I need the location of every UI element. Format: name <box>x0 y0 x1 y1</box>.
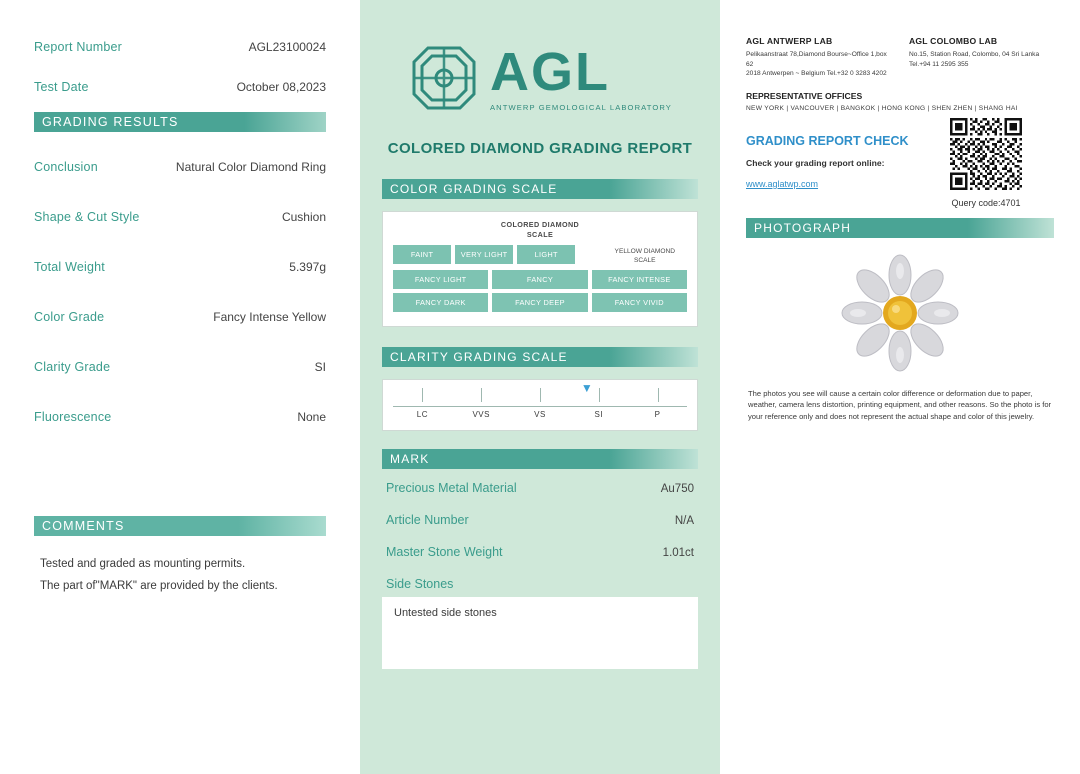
clarity-tick-vvs <box>452 394 511 422</box>
clarity-tick-p <box>628 394 687 422</box>
color-scale-row-3 <box>393 293 687 312</box>
colored-diamond-scale-caption-line1: COLORED DIAMOND <box>500 220 580 229</box>
lab-antwerp-line: Pelikaanstraat 78,Diamond Bourse~Office 1,box 62 <box>746 51 887 68</box>
total-weight-value: 5.397g <box>289 260 326 274</box>
mark-band <box>382 449 698 469</box>
lab-antwerp-line: 2018 Antwerpen ~ Belgium Tel.+32 0 3283 4202 <box>746 70 887 78</box>
clarity-grade-value: SI <box>314 360 326 374</box>
comment-item: Tested and graded as mounting permits. <box>40 558 246 570</box>
clarity-tick-lc <box>393 394 452 422</box>
yellow-scale-caption-line1: YELLOW DIAMOND <box>614 248 675 255</box>
photograph-area <box>746 238 1054 388</box>
qr-code-icon[interactable] <box>950 118 1022 190</box>
clarity-tick-label: SI <box>594 410 604 420</box>
color-grading-scale-band <box>382 179 698 199</box>
mark-band-label: MARK <box>390 452 430 467</box>
shape-cut-style-row <box>34 210 326 224</box>
representative-offices-title: REPRESENTATIVE OFFICES <box>746 90 863 101</box>
lab-addresses <box>746 36 1054 79</box>
clarity-grading-scale-band-label: CLARITY GRADING SCALE <box>390 350 568 365</box>
master-stone-weight-row <box>382 545 698 559</box>
color-chip-fancy-dark: FANCY DARK <box>393 293 488 312</box>
article-number-value: N/A <box>674 515 694 528</box>
yellow-scale-caption-line2: SCALE <box>633 256 656 264</box>
clarity-tick-label: LC <box>416 410 429 420</box>
conclusion-row <box>34 160 326 174</box>
color-scale-row-1 <box>393 245 575 264</box>
article-number-row <box>382 513 698 527</box>
conclusion-label: Conclusion <box>34 160 98 174</box>
representative-offices-cities: NEW YORK | VANCOUVER | BANGKOK | HONG KONG | SHEN ZHEN | SHANG HAI <box>746 104 1018 112</box>
precious-metal-row <box>382 481 698 495</box>
color-chip-fancy-light: FANCY LIGHT <box>393 270 488 289</box>
photograph-band-label: PHOTOGRAPH <box>754 220 852 235</box>
side-stones-label: Side Stones <box>386 577 454 592</box>
color-chip-fancy: FANCY <box>492 270 587 289</box>
color-grade-row <box>34 310 326 324</box>
lab-colombo <box>909 36 1054 79</box>
clarity-tick-si <box>569 394 628 422</box>
color-grading-scale-box <box>382 211 698 327</box>
report-number-value: AGL23100024 <box>248 40 326 54</box>
report-title: COLORED DIAMOND GRADING REPORT <box>387 140 693 157</box>
test-date-row <box>34 80 326 94</box>
query-code-label: Query code:4701 <box>951 198 1021 208</box>
side-stones-value: Untested side stones <box>394 607 497 620</box>
photo-disclaimer: The photos you see will cause a certain color difference or deformation due to paper, weather, camera lens distortion, printing equipment, and other reasons. So the photo is for your reference only and does not represent the actual shape and color of this jewelry. <box>748 388 1052 422</box>
shape-cut-style-label: Shape & Cut Style <box>34 210 140 224</box>
clarity-ticks <box>393 394 687 422</box>
lab-antwerp-title: AGL ANTWERP LAB <box>746 36 833 46</box>
clarity-tick-label: VVS <box>472 410 490 420</box>
shape-cut-style-value: Cushion <box>281 210 326 224</box>
clarity-tick-vs <box>511 394 570 422</box>
fluorescence-value: None <box>297 410 326 424</box>
comments-list <box>34 558 326 592</box>
precious-metal-value: Au750 <box>660 483 694 496</box>
total-weight-row <box>34 260 326 274</box>
total-weight-label: Total Weight <box>34 260 105 274</box>
color-scale-row-2 <box>393 270 687 289</box>
grading-report-check-line: Check your grading report online: <box>746 157 885 168</box>
left-column <box>0 0 360 774</box>
clarity-grading-scale-band <box>382 347 698 367</box>
report-number-row <box>34 40 326 54</box>
side-stones-box <box>382 597 698 669</box>
clarity-tick-label: P <box>654 410 661 420</box>
grading-report-check-url[interactable]: www.aglatwp.com <box>746 178 819 189</box>
lab-colombo-title: AGL COLOMBO LAB <box>909 36 998 46</box>
color-chip-fancy-intense: FANCY INTENSE <box>592 270 687 289</box>
article-number-label: Article Number <box>386 513 469 528</box>
agl-logo-subtitle: ANTWERP GEMOLOGICAL LABORATORY <box>490 102 672 112</box>
conclusion-value: Natural Color Diamond Ring <box>175 160 326 174</box>
fluorescence-row <box>34 410 326 424</box>
lab-colombo-line: No.15, Station Road, Colombo, 04 Sri Lanka <box>909 51 1040 58</box>
test-date-label: Test Date <box>34 80 89 94</box>
clarity-grade-row <box>34 360 326 374</box>
master-stone-weight-label: Master Stone Weight <box>386 545 503 560</box>
agl-logo-word: AGL <box>490 41 611 102</box>
clarity-tick-label: VS <box>534 410 546 420</box>
test-date-value: October 08,2023 <box>236 80 326 94</box>
agl-logo <box>382 42 698 114</box>
grading-report-check-title: GRADING REPORT CHECK <box>746 133 909 148</box>
agl-emblem-icon <box>408 42 480 114</box>
clarity-grade-label: Clarity Grade <box>34 360 111 374</box>
grading-results-band <box>34 112 326 132</box>
precious-metal-label: Precious Metal Material <box>386 481 517 496</box>
yellow-diamond-scale-caption <box>615 248 675 265</box>
color-grading-scale-band-label: COLOR GRADING SCALE <box>390 182 558 196</box>
comments-band <box>34 516 326 536</box>
color-grade-label: Color Grade <box>34 310 105 324</box>
agl-logo-text <box>490 41 672 112</box>
comment-item: The part of"MARK" are provided by the clients. <box>40 580 278 592</box>
photograph-band <box>746 218 1054 238</box>
right-column <box>720 0 1080 774</box>
grading-results-band-label: GRADING RESULTS <box>42 115 179 129</box>
color-grade-value: Fancy Intense Yellow <box>213 310 326 324</box>
lab-antwerp <box>746 36 891 79</box>
lab-colombo-line: Tel.+94 11 2595 355 <box>909 60 969 68</box>
report-number-label: Report Number <box>34 40 123 54</box>
middle-column <box>360 0 720 774</box>
master-stone-weight-value: 1.01ct <box>662 547 694 560</box>
color-chip-faint: FAINT <box>393 245 451 264</box>
clarity-grading-scale-box <box>382 379 698 431</box>
fluorescence-label: Fluorescence <box>34 410 112 424</box>
color-chip-light: LIGHT <box>517 245 575 264</box>
clarity-marker-icon: ▼ <box>580 381 593 396</box>
color-chip-very-light: VERY LIGHT <box>455 245 513 264</box>
color-chip-fancy-vivid: FANCY VIVID <box>592 293 687 312</box>
comments-band-label: COMMENTS <box>42 519 125 533</box>
colored-diamond-scale-caption <box>393 220 687 239</box>
color-chip-fancy-deep: FANCY DEEP <box>492 293 587 312</box>
jewelry-photo <box>840 253 960 373</box>
colored-diamond-scale-caption-line2: SCALE <box>526 229 554 239</box>
qr-code-block <box>950 118 1022 208</box>
